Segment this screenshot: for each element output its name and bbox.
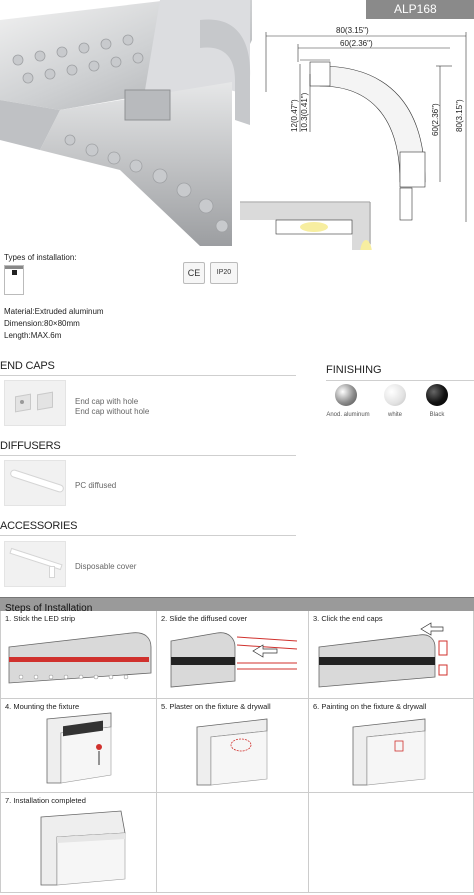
dim-height-inner: 60(2.36")	[431, 103, 440, 136]
end-caps-image	[4, 380, 66, 426]
steps-title: Steps of Installation	[5, 603, 93, 614]
diffusers-divider	[0, 455, 296, 456]
step-2-label: 2. Slide the diffused cover	[161, 614, 248, 623]
step-3	[309, 611, 474, 699]
model-tag: ALP168	[366, 0, 474, 19]
dim-width-inner: 60(2.36")	[340, 39, 373, 48]
diffusers-title: DIFFUSERS	[0, 440, 61, 452]
steps-header	[0, 597, 474, 614]
step-1-illustration	[1, 611, 158, 699]
accessories-title: ACCESSORIES	[0, 520, 78, 532]
step-empty-1	[157, 793, 309, 893]
step-4-illustration	[1, 699, 158, 793]
ce-mark-badge: CE	[183, 262, 205, 284]
swatch-white	[384, 384, 406, 406]
diffuser-image	[4, 460, 66, 506]
step-2-illustration	[157, 611, 309, 699]
step-6	[309, 699, 474, 793]
step-2	[157, 611, 309, 699]
steps-grid	[0, 611, 474, 893]
accessory-desc: Disposable cover	[75, 562, 137, 571]
swatch-anodized-aluminum	[335, 384, 357, 406]
step-3-label: 3. Click the end caps	[313, 614, 383, 623]
step-5-label: 5. Plaster on the fixture & drywall	[161, 702, 271, 711]
spec-length: Length:MAX.6m	[4, 331, 62, 340]
step-5-illustration	[157, 699, 309, 793]
installation-type-icon	[4, 265, 24, 295]
end-cap-without-hole: End cap without hole	[75, 407, 150, 416]
installation-label: Types of installation:	[4, 253, 77, 262]
swatch-label-white: white	[387, 412, 402, 418]
diffuser-desc: PC diffused	[75, 481, 117, 490]
end-caps-title: END CAPS	[0, 360, 55, 372]
step-3-illustration	[309, 611, 474, 699]
step-7-illustration	[1, 793, 158, 893]
step-1-label: 1. Stick the LED strip	[5, 614, 76, 623]
step-6-illustration	[309, 699, 474, 793]
swatch-label-anodized: Anod. aluminum	[326, 412, 370, 418]
dim-10: 10.3(0.41")	[300, 92, 309, 132]
accessories-divider	[0, 535, 296, 536]
swatch-black	[426, 384, 448, 406]
ip20-badge: IP20	[210, 262, 238, 284]
product-render-image	[0, 0, 252, 246]
dim-12: 12(0.47")	[290, 99, 299, 132]
step-5	[157, 699, 309, 793]
finishing-title: FINISHING	[326, 364, 382, 376]
spec-material: Material:Extruded aluminum	[4, 307, 104, 316]
finishing-divider	[326, 380, 474, 381]
step-4	[0, 699, 157, 793]
accessory-image	[4, 541, 66, 587]
step-4-label: 4. Mounting the fixture	[5, 702, 80, 711]
dim-height-total: 80(3.15")	[455, 99, 464, 132]
end-caps-divider	[0, 375, 296, 376]
spec-dimension: Dimension:80×80mm	[4, 319, 80, 328]
step-empty-2	[309, 793, 474, 893]
step-7-label: 7. Installation completed	[5, 796, 86, 805]
dim-width-total: 80(3.15")	[336, 26, 369, 35]
step-6-label: 6. Painting on the fixture & drywall	[313, 702, 427, 711]
dimension-drawing	[240, 22, 474, 250]
step-7	[0, 793, 157, 893]
end-cap-with-hole: End cap with hole	[75, 397, 139, 406]
step-1	[0, 611, 157, 699]
swatch-label-black: Black	[429, 412, 445, 418]
